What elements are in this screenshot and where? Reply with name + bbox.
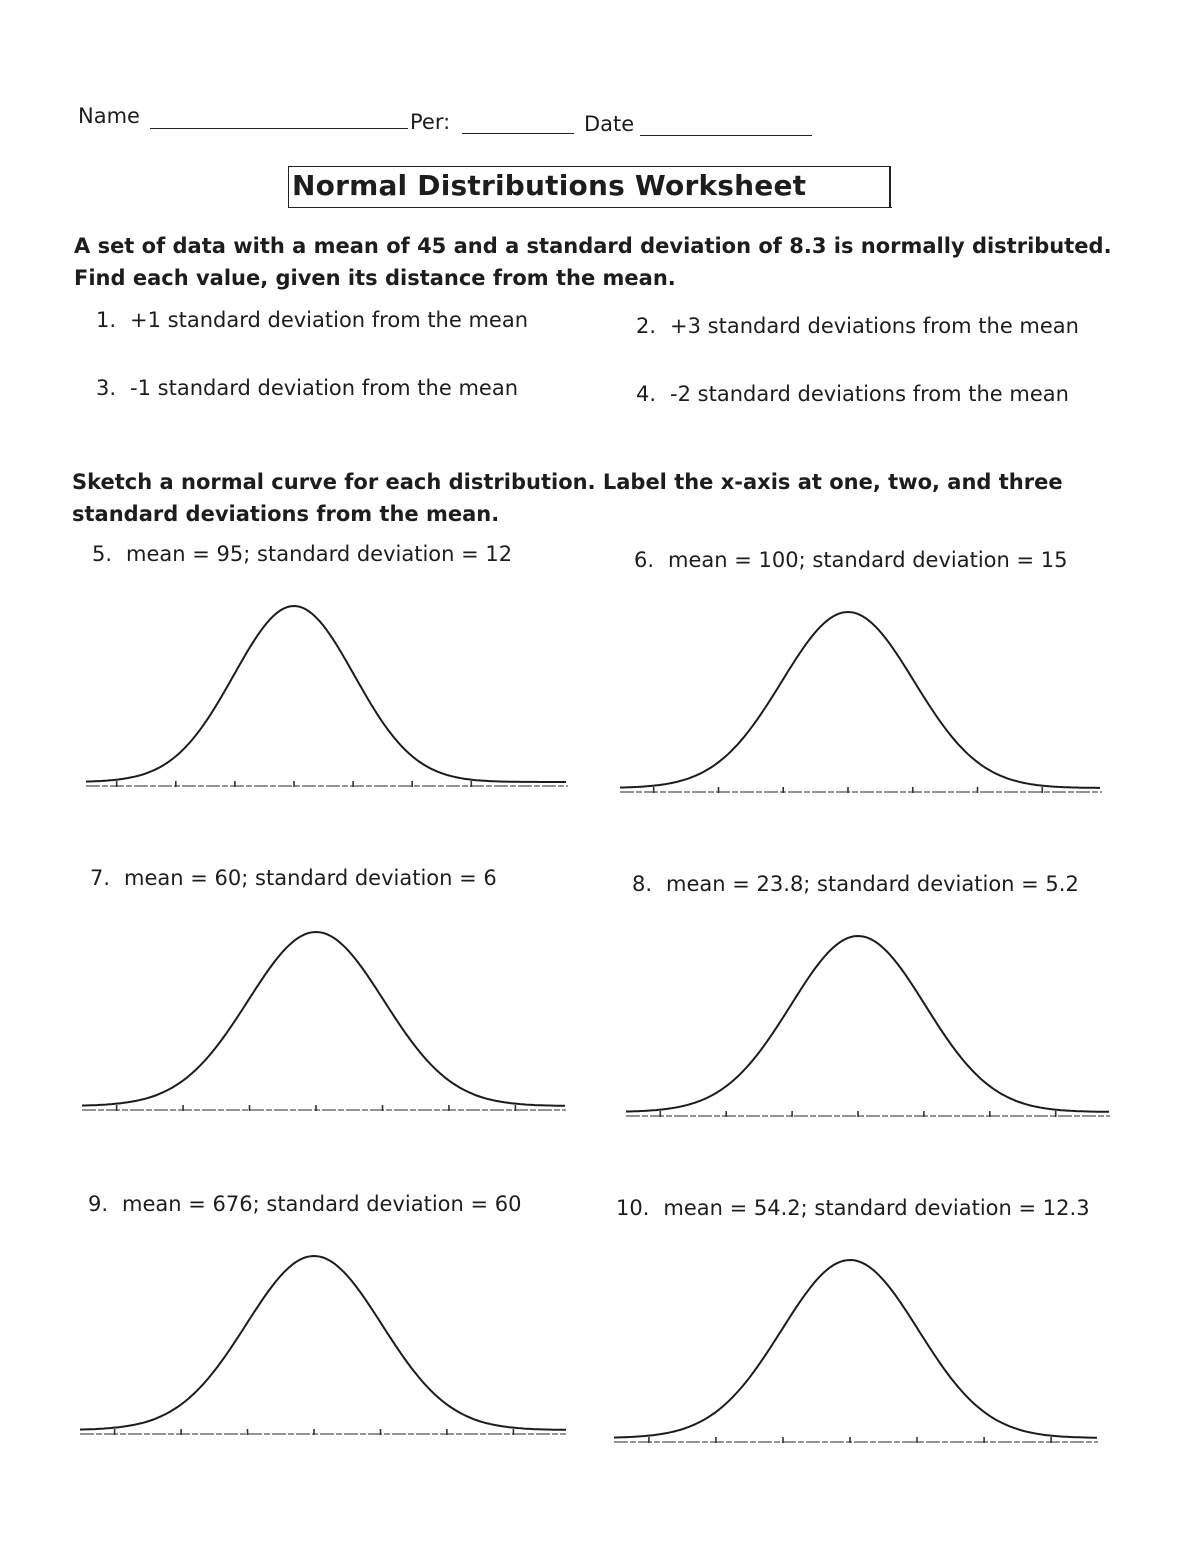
normal-curve-9[interactable] [76,1250,570,1458]
question-6: 6. mean = 100; standard deviation = 15 [634,548,1068,572]
normal-curve-7[interactable] [78,926,570,1134]
section1-intro-line2: Find each value, given its distance from the mean. [74,266,676,290]
question-4: 4. -2 standard deviations from the mean [636,382,1069,406]
question-2: 2. +3 standard deviations from the mean [636,314,1079,338]
section2-intro-line2: standard deviations from the mean. [72,502,500,526]
bell-curve-line [82,932,565,1106]
bell-curve-line [626,936,1109,1112]
bell-curve-line [620,612,1100,788]
name-line[interactable] [150,128,408,129]
question-10: 10. mean = 54.2; standard deviation = 12.3 [616,1196,1090,1220]
section2-intro-line1: Sketch a normal curve for each distribution. Label the x-axis at one, two, and three [72,470,1063,494]
question-8: 8. mean = 23.8; standard deviation = 5.2 [632,872,1079,896]
page-title: Normal Distributions Worksheet [292,169,807,202]
normal-curve-5[interactable] [82,600,572,810]
date-label: Date [584,112,635,136]
normal-curve-8[interactable] [622,930,1114,1140]
bell-curve-line [86,606,566,782]
question-5: 5. mean = 95; standard deviation = 12 [92,542,513,566]
question-7: 7. mean = 60; standard deviation = 6 [90,866,497,890]
name-label: Name [78,104,140,128]
normal-curve-10[interactable] [610,1254,1102,1466]
question-9: 9. mean = 676; standard deviation = 60 [88,1192,522,1216]
question-1: 1. +1 standard deviation from the mean [96,308,529,332]
question-3: 3. -1 standard deviation from the mean [96,376,519,400]
title-underline [782,207,892,208]
date-line[interactable] [640,135,812,136]
bell-curve-line [80,1256,566,1430]
section1-intro-line1: A set of data with a mean of 45 and a standard deviation of 8.3 is normally distributed. [74,234,1112,258]
normal-curve-6[interactable] [616,606,1106,816]
bell-curve-line [614,1260,1097,1438]
per-line[interactable] [462,133,574,134]
per-label: Per: [410,110,451,134]
